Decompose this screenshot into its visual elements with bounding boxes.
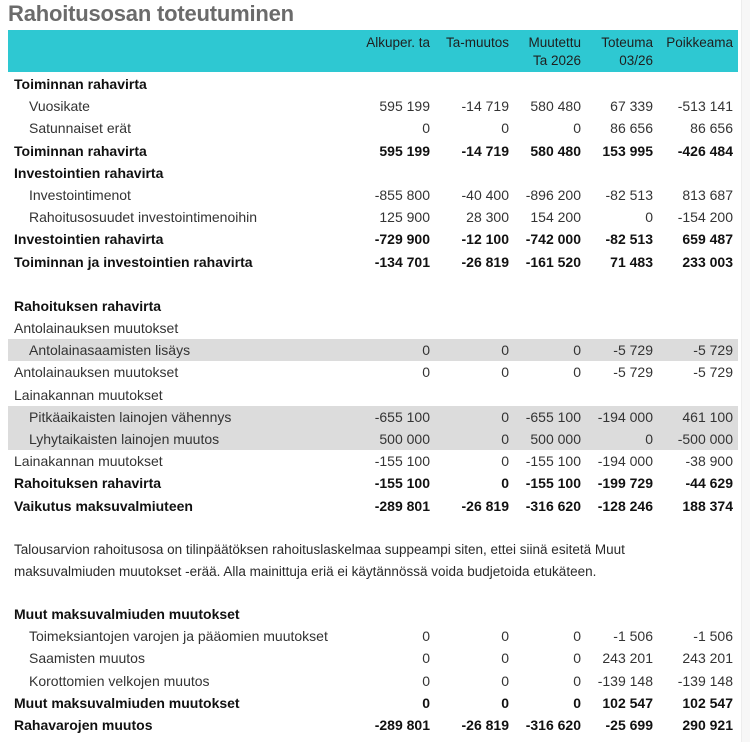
cell-value: 0	[573, 120, 581, 137]
cell-value: 0	[501, 120, 509, 137]
cell-value: 86 656	[690, 120, 733, 137]
row-label: Toiminnan ja investointien rahavirta	[14, 253, 253, 270]
cell-value: 0	[501, 408, 509, 425]
cell-value: -5 729	[613, 364, 653, 381]
table-row-total	[8, 251, 738, 273]
cell-value: 0	[573, 694, 581, 711]
cell-value: 0	[422, 628, 430, 645]
table-row	[8, 273, 738, 295]
cell-value: -26 819	[461, 253, 509, 270]
cell-value: -25 699	[605, 716, 653, 733]
table-row	[8, 317, 738, 339]
cell-value: -82 513	[605, 186, 653, 203]
cell-value: -14 719	[461, 142, 509, 159]
cell-value: -896 200	[525, 186, 581, 203]
cell-value: -161 520	[525, 253, 581, 270]
row-label: Investointien rahavirta	[14, 231, 164, 248]
row-label: Vaikutus maksuvalmiuteen	[14, 497, 193, 514]
cell-value: -155 100	[525, 475, 581, 492]
cell-value: -655 100	[374, 408, 430, 425]
cell-value: 102 547	[602, 694, 653, 711]
row-label: Muut maksuvalmiuden muutokset	[14, 606, 240, 622]
table-header	[8, 30, 738, 72]
cell-value: 500 000	[379, 431, 430, 447]
row-label: Lyhytaikaisten lainojen muutos	[29, 431, 220, 447]
row-label: Toiminnan rahavirta	[14, 76, 147, 92]
cell-value: 813 687	[682, 186, 733, 203]
row-label: Satunnaiset erät	[29, 120, 131, 137]
cell-value: -155 100	[374, 475, 430, 492]
row-label: Antolainauksen muutokset	[14, 320, 179, 337]
table-row	[8, 361, 738, 383]
cell-value: 0	[645, 431, 653, 447]
table-row	[8, 406, 738, 428]
row-label: Pitkäaikaisten lainojen vähennys	[29, 408, 232, 425]
cell-value: -194 000	[597, 453, 653, 470]
cell-value: -128 246	[597, 497, 653, 514]
column-header-poikkeama[interactable]: Poikkeama	[666, 35, 733, 50]
cell-value: -316 620	[525, 716, 581, 733]
cell-value: -5 729	[693, 364, 733, 381]
cell-value: 0	[422, 694, 430, 711]
cell-value: 0	[501, 364, 509, 381]
cell-value: 243 201	[602, 650, 653, 667]
table-row	[8, 670, 738, 692]
table-row	[8, 206, 738, 228]
cell-value: 125 900	[379, 209, 430, 226]
cell-value: 86 656	[610, 120, 653, 137]
cell-value: 0	[501, 672, 509, 689]
cell-value: -5 729	[693, 342, 733, 359]
row-label: Toimeksiantojen varojen ja pääomien muutokset	[29, 628, 328, 645]
table-row-total	[8, 295, 738, 317]
column-header-toteuma[interactable]: Toteuma 03/26	[601, 35, 653, 68]
cell-value: 0	[573, 650, 581, 667]
cell-value: 580 480	[530, 98, 581, 115]
column-header-alkuper-ta[interactable]: Alkuper. ta	[366, 35, 430, 50]
row-label: Rahoituksen rahavirta	[14, 475, 162, 492]
cell-value: -316 620	[525, 497, 581, 514]
cell-value: 0	[422, 342, 430, 359]
table-row	[8, 117, 738, 139]
cell-value: -855 800	[374, 186, 430, 203]
row-label: Investointimenot	[29, 186, 131, 203]
cell-value: -26 819	[461, 497, 509, 514]
row-label: Toiminnan rahavirta	[14, 142, 147, 159]
cell-value: 595 199	[379, 98, 430, 115]
cell-value: 0	[501, 475, 509, 492]
cell-value: 0	[573, 342, 581, 359]
explanatory-note: Talousarvion rahoitusosa on tilinpäätöksen rahoituslaskelmaa suppeampi siten, ettei siinä esitetä Muut maksuvalmiuden muutokset -erää. Alla mainittuja eriä ei käytännössä voida budjetoida etukäteen.	[14, 542, 625, 579]
cell-value: 290 921	[682, 716, 733, 733]
cell-value: -194 000	[597, 408, 653, 425]
row-label: Antolainasaamisten lisäys	[29, 342, 191, 359]
table-row	[8, 95, 738, 117]
column-header-ta-muutos[interactable]: Ta-muutos	[445, 35, 509, 50]
row-label: Investointien rahavirta	[14, 164, 164, 181]
cell-value: 500 000	[530, 431, 581, 447]
row-label: Rahoitusosuudet investointimenoihin	[29, 209, 258, 226]
cell-value: 233 003	[682, 253, 733, 270]
cell-value: -289 801	[374, 497, 430, 514]
table-row-total	[8, 472, 738, 494]
cell-value: 0	[422, 364, 430, 381]
table-row	[8, 384, 738, 406]
cell-value: -155 100	[374, 453, 430, 470]
table-row-total	[8, 692, 738, 714]
cell-value: 154 200	[530, 209, 581, 226]
cell-value: 102 547	[682, 694, 733, 711]
cell-value: 0	[501, 431, 509, 447]
cell-value: -38 900	[685, 453, 733, 470]
cell-value: 243 201	[682, 650, 733, 667]
cell-value: -5 729	[613, 342, 653, 359]
cell-value: 71 483	[610, 253, 653, 270]
row-label: Lainakannan muutokset	[14, 386, 163, 403]
cell-value: -154 200	[677, 209, 733, 226]
row-label: Korottomien velkojen muutos	[29, 672, 210, 689]
cell-value: -82 513	[605, 231, 653, 248]
scrollbar-track[interactable]	[741, 0, 750, 742]
table-row-total	[8, 228, 738, 250]
cell-value: 0	[422, 672, 430, 689]
page-title: Rahoitusosan toteutuminen	[8, 1, 294, 26]
cell-value: -289 801	[374, 716, 430, 733]
table-row	[8, 184, 738, 206]
table-row-total	[8, 714, 738, 736]
cell-value: 0	[645, 209, 653, 226]
row-label: Lainakannan muutokset	[14, 453, 163, 470]
table-row	[8, 647, 738, 669]
cell-value: -199 729	[597, 475, 653, 492]
cell-value: 0	[501, 342, 509, 359]
cell-value: 0	[573, 364, 581, 381]
cell-value: 0	[573, 628, 581, 645]
cell-value: -139 148	[597, 672, 653, 689]
cell-value: -44 629	[685, 475, 733, 492]
table-row-total	[8, 603, 738, 625]
cell-value: -139 148	[677, 672, 733, 689]
cell-value: 461 100	[682, 408, 733, 425]
cell-value: 595 199	[379, 142, 430, 159]
cell-value: 28 300	[466, 209, 509, 226]
row-label: Vuosikate	[29, 98, 90, 115]
cell-value: -655 100	[525, 408, 581, 425]
table-row-total	[8, 140, 738, 162]
table-row-total	[8, 162, 738, 184]
row-label: Antolainauksen muutokset	[14, 364, 179, 381]
cell-value: 0	[501, 453, 509, 470]
cell-value: -40 400	[461, 186, 509, 203]
cell-value: 0	[501, 650, 509, 667]
table-row	[8, 339, 738, 361]
table-body-other-liquidity	[8, 603, 738, 736]
cell-value: -729 900	[374, 231, 430, 248]
cell-value: 0	[501, 628, 509, 645]
cell-value: -155 100	[525, 453, 581, 470]
row-label: Muut maksuvalmiuden muutokset	[14, 694, 240, 711]
cell-value: -134 701	[374, 253, 430, 270]
cell-value: -14 719	[461, 98, 509, 115]
row-label: Rahavarojen muutos	[14, 716, 153, 733]
table-row	[8, 428, 738, 450]
cell-value: -1 506	[613, 628, 653, 645]
table-row	[8, 625, 738, 647]
cell-value: 580 480	[530, 142, 581, 159]
cell-value: -1 506	[693, 628, 733, 645]
cell-value: -26 819	[461, 716, 509, 733]
column-header-muutettu-ta[interactable]: Muutettu Ta 2026	[528, 35, 581, 68]
cell-value: -426 484	[677, 142, 733, 159]
row-label: Saamisten muutos	[29, 650, 145, 667]
table-row-total	[8, 73, 738, 95]
cell-value: -500 000	[677, 431, 733, 447]
cell-value: -742 000	[525, 231, 581, 248]
cell-value: 0	[501, 694, 509, 711]
cell-value: 659 487	[682, 231, 733, 248]
table-body-financing	[8, 73, 738, 517]
cell-value: 0	[422, 650, 430, 667]
cell-value: 67 339	[610, 98, 653, 115]
row-label: Rahoituksen rahavirta	[14, 297, 162, 314]
table-row-total	[8, 495, 738, 517]
cell-value: 153 995	[602, 142, 653, 159]
cell-value: 0	[573, 672, 581, 689]
cell-value: -513 141	[677, 98, 733, 115]
cell-value: 0	[422, 120, 430, 137]
cell-value: -12 100	[461, 231, 509, 248]
cell-value: 188 374	[682, 497, 733, 514]
table-row	[8, 450, 738, 472]
